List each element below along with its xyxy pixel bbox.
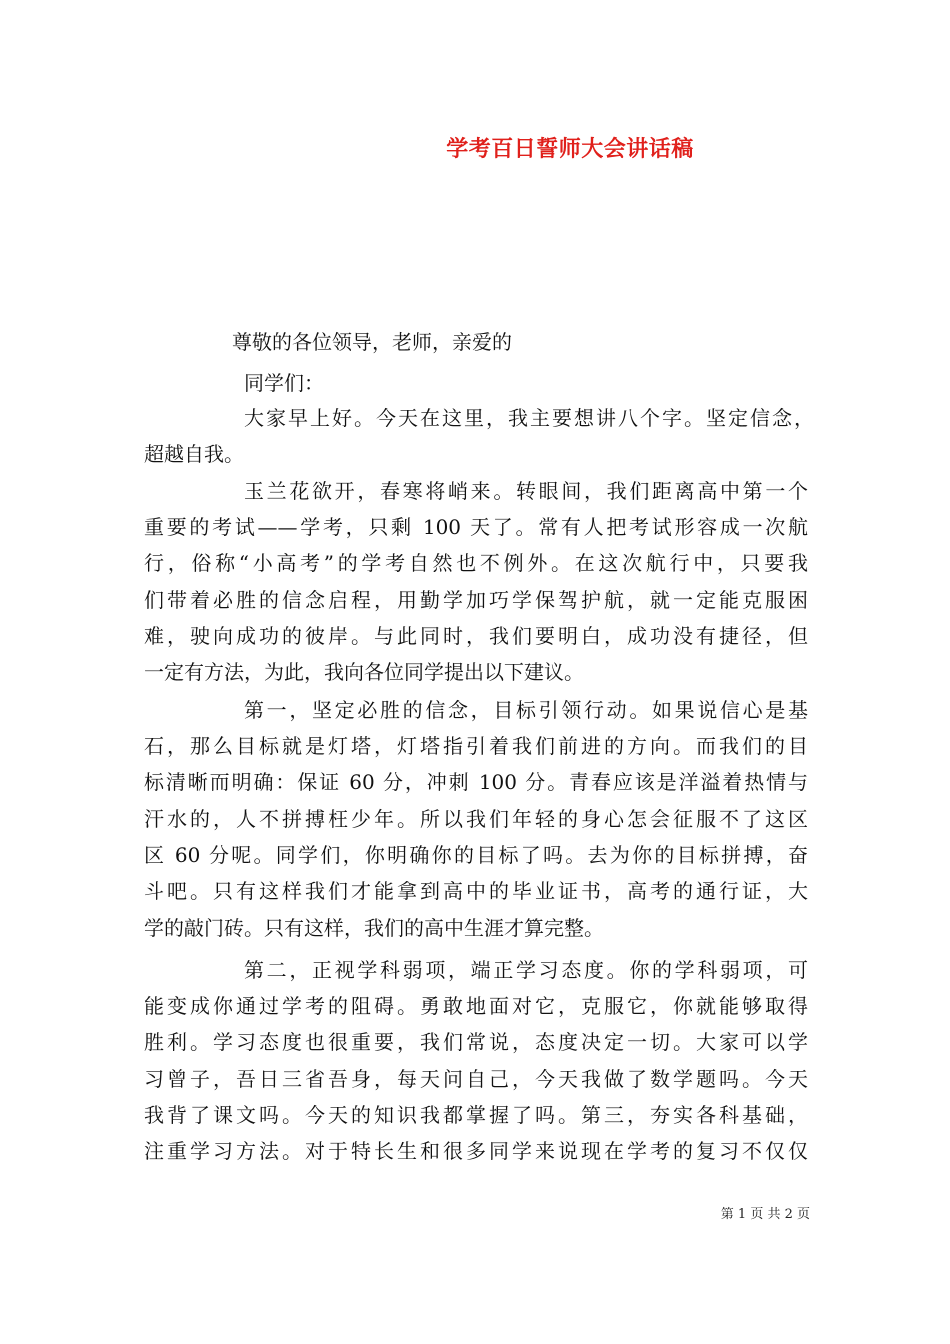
paragraph-line: 胜利。学习态度也很重要，我们常说，态度决定一切。大家可以学 (144, 1030, 808, 1054)
paragraph-line: 第一，坚定必胜的信念，目标引领行动。如果说信心是基 (244, 698, 808, 722)
paragraph-line: 注重学习方法。对于特长生和很多同学来说现在学考的复习不仅仅 (144, 1139, 808, 1163)
paragraph-line: 能变成你通过学考的阻碍。勇敢地面对它，克服它，你就能够取得 (144, 994, 808, 1018)
paragraph-line: 汗水的，人不拼搏枉少年。所以我们年轻的身心怎会征服不了这区 (144, 807, 808, 831)
paragraph-line: 玉兰花欲开，春寒将峭来。转眼间，我们距离高中第一个 (244, 479, 808, 503)
paragraph-line: 我背了课文吗。今天的知识我都掌握了吗。第三，夯实各科基础， (144, 1103, 808, 1127)
paragraph-line: 们带着必胜的信念启程，用勤学加巧学保驾护航，就一定能克服困 (144, 588, 808, 612)
paragraph-line: 学的敲门砖。只有这样，我们的高中生涯才算完整。 (144, 916, 604, 940)
page-number: 第 1 页 共 2 页 (720, 1207, 810, 1222)
paragraph-line: 习曾子，吾日三省吾身，每天问自己，今天我做了数学题吗。今天 (144, 1067, 808, 1091)
salutation-line: 尊敬的各位领导，老师，亲爱的 (232, 330, 512, 354)
paragraph-line: 区 60 分呢。同学们，你明确你的目标了吗。去为你的目标拼搏，奋 (144, 843, 808, 867)
paragraph-line: 难，驶向成功的彼岸。与此同时，我们要明白，成功没有捷径，但 (144, 624, 808, 648)
paragraph-line: 石，那么目标就是灯塔，灯塔指引着我们前进的方向。而我们的目 (144, 734, 808, 758)
paragraph-line: 一定有方法，为此，我向各位同学提出以下建议。 (144, 660, 584, 684)
paragraph-line: 斗吧。只有这样我们才能拿到高中的毕业证书，高考的通行证，大 (144, 879, 808, 903)
document-title: 学考百日誓师大会讲话稿 (446, 136, 694, 162)
paragraph-line: 标清晰而明确：保证 60 分，冲刺 100 分。青春应该是洋溢着热情与 (144, 770, 808, 794)
paragraph-line: 超越自我。 (144, 442, 244, 466)
salutation-line: 同学们： (244, 371, 324, 395)
paragraph-line: 第二，正视学科弱项，端正学习态度。你的学科弱项，可 (244, 958, 808, 982)
paragraph-line: 行，俗称“小高考”的学考自然也不例外。在这次航行中，只要我 (144, 551, 808, 575)
paragraph-line: 大家早上好。今天在这里，我主要想讲八个字。坚定信念， (244, 406, 814, 430)
paragraph-line: 重要的考试——学考，只剩 100 天了。常有人把考试形容成一次航 (144, 515, 808, 539)
